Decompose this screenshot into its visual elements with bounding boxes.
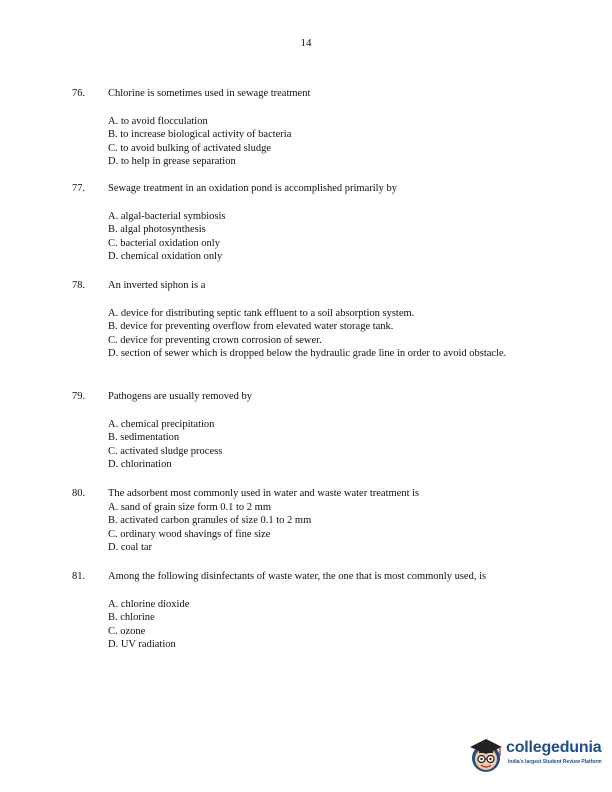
option-c: C. device for preventing crown corrosion of sewer.: [108, 334, 322, 346]
question-number: 80.: [72, 488, 86, 499]
question-76: [72, 87, 542, 169]
option-b: B. chlorine: [108, 612, 155, 624]
question-80: [72, 487, 542, 555]
option-c: C. ozone: [108, 625, 146, 637]
options-list: [108, 115, 542, 169]
collegedunia-logo: [466, 733, 606, 779]
brand-name: collegedunia: [506, 739, 602, 756]
question-number: 76.: [72, 88, 86, 99]
brand-tagline: India's largest Student Review Platform: [508, 759, 602, 765]
option-b: B. device for preventing overflow from elevated water storage tank.: [108, 321, 394, 333]
options-list: [108, 418, 542, 472]
question-77: [72, 182, 542, 264]
option-d: D. coal tar: [108, 542, 153, 554]
question-number: 81.: [72, 571, 86, 582]
question-stem: Among the following disinfectants of waste water, the one that is most commonly used, is: [108, 571, 487, 582]
page-number: 14: [300, 37, 312, 49]
options-list: [108, 307, 542, 361]
option-c: C. to avoid bulking of activated sludge: [108, 142, 272, 154]
question-stem: Sewage treatment in an oxidation pond is accomplished primarily by: [108, 183, 397, 194]
option-a: A. algal-bacterial symbiosis: [108, 210, 226, 222]
option-b: B. algal photosynthesis: [108, 224, 206, 236]
option-a: A. sand of grain size form 0.1 to 2 mm: [108, 501, 272, 513]
question-81: [72, 570, 542, 652]
options-list: [108, 598, 542, 652]
graduate-mascot-icon: [466, 735, 506, 775]
question-stem: The adsorbent most commonly used in water and waste water treatment is: [108, 488, 420, 499]
option-d: D. chemical oxidation only: [108, 251, 223, 263]
option-c: C. ordinary wood shavings of fine size: [108, 528, 271, 540]
question-79: [72, 390, 542, 472]
option-a: A. chlorine dioxide: [108, 598, 190, 610]
option-d: D. UV radiation: [108, 639, 176, 651]
question-number: 79.: [72, 391, 86, 402]
option-a: A. to avoid flocculation: [108, 115, 208, 127]
option-c: C. activated sludge process: [108, 445, 223, 457]
option-d: D. section of sewer which is dropped below the hydraulic grade line in order to avoid obstacle.: [108, 348, 507, 360]
option-b: B. to increase biological activity of bacteria: [108, 129, 292, 141]
question-stem: Chlorine is sometimes used in sewage treatment: [108, 88, 311, 99]
options-list: [108, 210, 542, 264]
question-78: [72, 279, 542, 361]
option-d: D. to help in grease separation: [108, 156, 236, 168]
question-stem: Pathogens are usually removed by: [108, 391, 253, 402]
option-a: A. device for distributing septic tank effluent to a soil absorption system.: [108, 307, 415, 319]
option-b: B. sedimentation: [108, 432, 180, 444]
question-stem: An inverted siphon is a: [108, 280, 206, 291]
option-b: B. activated carbon granules of size 0.1 to 2 mm: [108, 515, 312, 527]
option-c: C. bacterial oxidation only: [108, 237, 220, 249]
option-d: D. chlorination: [108, 459, 172, 471]
options-list: [108, 501, 542, 555]
question-number: 78.: [72, 280, 86, 291]
option-a: A. chemical precipitation: [108, 418, 215, 430]
question-number: 77.: [72, 183, 86, 194]
